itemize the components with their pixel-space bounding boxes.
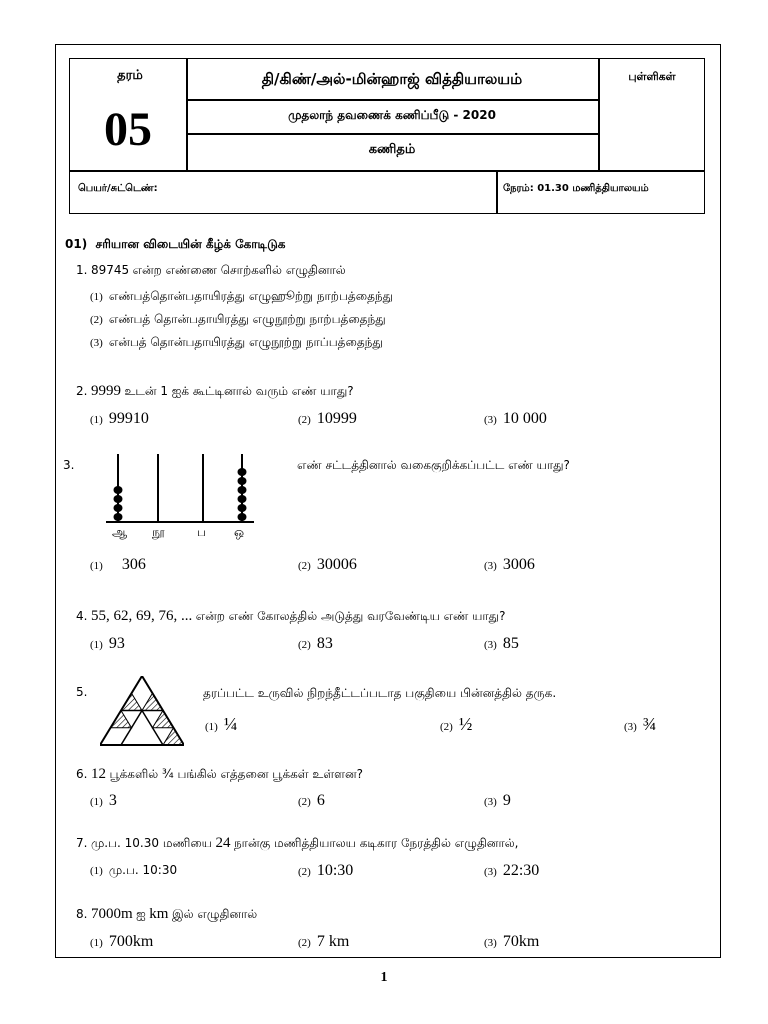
option-number: (2) — [298, 560, 311, 572]
header-divider — [598, 58, 600, 170]
option-value: ¼ — [223, 714, 238, 734]
question-text: தரப்பட்ட உருவில் நிறந்தீட்டப்படாத பகுதியை பின்னத்தில் தருக. — [203, 686, 557, 700]
question-1 — [76, 263, 346, 279]
option-value: எண்பத் தொன்பதாயிரத்து எழுநூற்று நாற்பத்தைந்து — [108, 312, 386, 326]
question-number: 3. — [63, 458, 75, 472]
q5-option-3[interactable] — [624, 714, 656, 735]
option-number: (3) — [484, 866, 497, 878]
option-value: 306 — [121, 556, 146, 573]
option-value: 30006 — [316, 556, 357, 573]
question-5 — [203, 686, 556, 702]
q2-option-1[interactable] — [90, 410, 149, 428]
question-text: ஐ — [136, 907, 146, 921]
q1-option-3[interactable] — [90, 334, 383, 351]
question-number: 7. — [76, 836, 88, 850]
q4-option-1[interactable] — [90, 635, 125, 653]
abacus-bead — [238, 486, 247, 494]
header-divider — [186, 133, 599, 135]
page-number: 1 — [380, 970, 388, 985]
q8-option-2[interactable] — [298, 933, 349, 951]
q2-option-2[interactable] — [298, 410, 357, 428]
q7-option-1[interactable] — [90, 862, 177, 879]
section-number: 01) — [65, 237, 88, 251]
q1-option-2[interactable] — [90, 311, 386, 328]
subject-title: கணிதம் — [368, 142, 416, 157]
abacus-label: ஆ — [112, 525, 128, 539]
question-text: நான்கு மணித்தியாலய கடிகார நேரத்தில் எழுதினால், — [233, 836, 519, 850]
question-2 — [76, 383, 354, 400]
question-number-text: 7000m — [90, 906, 133, 922]
time-label: நேரம்: 01.30 மணித்தியாலயம் — [503, 183, 649, 194]
question-number: 4. — [76, 609, 88, 623]
option-number: (1) — [90, 937, 103, 949]
option-number: (1) — [90, 796, 103, 808]
question-text: இல் எழுதினால் — [171, 907, 258, 921]
abacus-bead — [238, 468, 247, 476]
question-text: பூக்களில் ¾ பங்கில் எத்தனை பூக்கள் உள்ளன? — [109, 767, 363, 781]
option-number: (2) — [298, 866, 311, 878]
option-value: ½ — [458, 714, 473, 734]
option-number: (2) — [90, 314, 103, 326]
question-5-number — [76, 685, 87, 701]
q5-option-2[interactable] — [440, 714, 472, 735]
option-value: 9 — [502, 792, 511, 809]
school-name: தி/கிண்/அல்-மின்ஹாஜ் வித்தியாலயம் — [261, 70, 523, 88]
option-value: ¾ — [642, 714, 657, 734]
option-number: (3) — [484, 796, 497, 808]
q4-option-3[interactable] — [484, 635, 519, 653]
option-number: (2) — [298, 937, 311, 949]
option-number: (1) — [205, 721, 218, 733]
option-value: 93 — [108, 635, 125, 652]
question-text: எண் சட்டத்தினால் வகைகுறிக்கப்பட்ட எண் யாது? — [297, 458, 570, 472]
option-value: 85 — [502, 635, 519, 652]
option-value: 99910 — [108, 410, 149, 427]
option-value: 70km — [502, 933, 540, 950]
abacus-label: நூ — [152, 525, 165, 539]
option-number: (3) — [90, 337, 103, 349]
abacus-bead — [238, 495, 247, 503]
option-number: (1) — [90, 639, 103, 651]
q5-option-1[interactable] — [205, 714, 237, 735]
abacus-bead — [114, 495, 123, 503]
abacus-bead — [238, 477, 247, 485]
option-number: (3) — [484, 937, 497, 949]
abacus-labels — [112, 525, 262, 541]
abacus-bead — [238, 504, 247, 512]
option-value: 10 000 — [502, 410, 547, 427]
marks-label: புள்ளிகள் — [628, 70, 676, 83]
option-value: 7 km — [316, 933, 350, 950]
question-number: 5. — [76, 685, 88, 699]
grade-value: 05 — [104, 103, 152, 156]
option-number: (1) — [90, 414, 103, 426]
question-number: 6. — [76, 767, 88, 781]
q8-option-3[interactable] — [484, 933, 539, 951]
header-divider — [69, 170, 705, 172]
q8-option-1[interactable] — [90, 933, 153, 951]
question-number-text: 9999 — [90, 383, 121, 399]
question-3-number — [63, 458, 74, 474]
header-divider — [496, 170, 498, 214]
question-7 — [76, 835, 518, 852]
q3-option-2[interactable] — [298, 556, 357, 574]
abacus-label: ஒ — [234, 525, 245, 539]
question-text: உடன் 1 ஐக் கூட்டினால் வரும் எண் யாது? — [124, 384, 354, 398]
option-number: (3) — [484, 414, 497, 426]
q2-option-3[interactable] — [484, 410, 547, 428]
option-number: (1) — [90, 865, 103, 877]
option-value: 3006 — [502, 556, 535, 573]
q6-option-1[interactable] — [90, 792, 117, 810]
question-number: 8. — [76, 907, 88, 921]
option-number: (2) — [298, 414, 311, 426]
option-number: (2) — [298, 796, 311, 808]
question-number-text: 55, 62, 69, 76, ... — [90, 608, 193, 624]
section-heading — [65, 237, 285, 253]
question-text: என்ற எண் கோலத்தில் அடுத்து வரவேண்டிய எண் யாது? — [195, 609, 506, 623]
triangle-figure — [100, 676, 184, 746]
grade-label: தரம் — [117, 68, 143, 83]
header-divider — [186, 99, 599, 101]
question-8 — [76, 906, 257, 923]
name-label: பெயர்/சுட்டெண்: — [78, 183, 158, 194]
question-number: 1. — [76, 263, 88, 277]
exam-title: முதலாந் தவணைக் கணிப்பீடு - 2020 — [288, 108, 496, 122]
q7-option-3[interactable] — [484, 862, 539, 880]
abacus-bead — [114, 504, 123, 512]
question-4 — [76, 608, 505, 625]
abacus-bead — [238, 513, 247, 521]
option-number: (2) — [298, 639, 311, 651]
q6-option-3[interactable] — [484, 792, 511, 810]
abacus-label: ப — [197, 525, 206, 539]
option-number: (3) — [484, 560, 497, 572]
question-number: 2. — [76, 384, 88, 398]
option-number: (1) — [90, 291, 103, 303]
option-value: மு.ப. 10:30 — [108, 863, 178, 877]
q7-option-2[interactable] — [298, 862, 353, 880]
section-title: சரியான விடையின் கீழ்க் கோடிடுக — [95, 237, 286, 251]
option-value: என்பத் தொன்பதாயிரத்து எழுநூற்று நாப்பத்தைந்து — [108, 335, 383, 349]
question-number-text: 12 — [90, 766, 106, 782]
abacus-bead — [114, 513, 123, 521]
option-value: 10999 — [316, 410, 357, 427]
option-number: (1) — [90, 560, 103, 572]
question-number-text: 24 — [215, 835, 231, 851]
option-value: 22:30 — [502, 862, 540, 879]
option-number: (2) — [440, 721, 453, 733]
option-value: 6 — [316, 792, 325, 809]
q3-option-1[interactable] — [90, 556, 146, 574]
question-6 — [76, 766, 363, 783]
abacus-bead — [114, 486, 123, 494]
option-value: 10:30 — [316, 862, 354, 879]
option-value: 700km — [108, 933, 154, 950]
question-text: என்ற எண்ணை சொற்களில் எழுதினால் — [132, 263, 346, 277]
option-value: 83 — [316, 635, 333, 652]
option-number: (3) — [624, 721, 637, 733]
q1-option-1[interactable] — [90, 288, 393, 305]
question-number-text: km — [149, 906, 169, 922]
option-value: 3 — [108, 792, 117, 809]
question-3 — [297, 458, 570, 474]
q6-option-2[interactable] — [298, 792, 325, 810]
q3-option-3[interactable] — [484, 556, 535, 574]
option-value: எண்பத்தொன்பதாயிரத்து எழுஹூற்று நாற்பத்தைந்து — [108, 289, 393, 303]
q4-option-2[interactable] — [298, 635, 333, 653]
question-text: மு.ப. 10.30 மணியை — [90, 836, 212, 850]
option-number: (3) — [484, 639, 497, 651]
question-number-text: 89745 — [90, 263, 130, 277]
